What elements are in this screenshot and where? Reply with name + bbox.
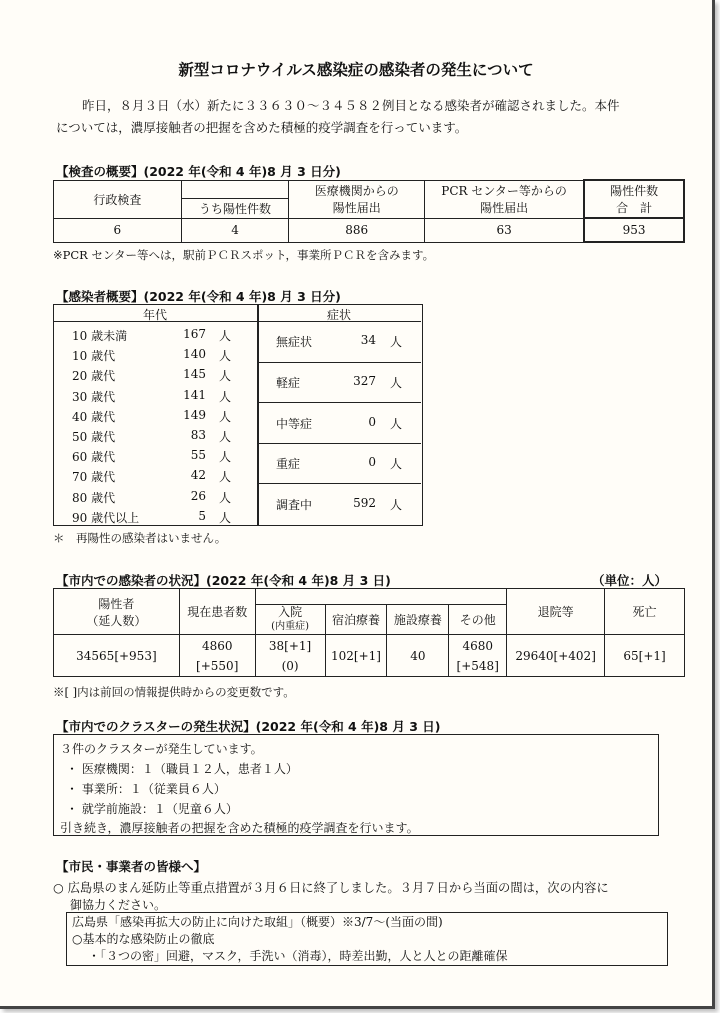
age-row-count: 55: [190, 448, 206, 463]
symptom-row-count: 0: [368, 455, 376, 470]
citizens-box-line-0: 広島県「感染再拡大の防止に向けた取組」（概要）※3/7～(当面の間): [72, 915, 443, 929]
cases-heading: 【感染者概要】(2022 年(令和 4 年)8 月 3 日分): [56, 289, 341, 304]
city-other-value: 4680 [+548]: [449, 635, 507, 677]
city-breakdown-blank: [255, 589, 507, 605]
citizens-box-line-2: ・「３つの密」回避，マスク，手洗い（消毒），時差出勤，人と人との距離確保: [88, 949, 508, 963]
city-hotel-header: 宿泊療養: [325, 605, 387, 635]
symptom-row-label: 中等症: [276, 416, 313, 431]
age-row-label: 10 歳未満: [72, 329, 128, 343]
symptom-row-unit: 人: [389, 497, 402, 512]
age-row-label: 50 歳代: [72, 430, 116, 444]
cluster-line-4: 引き続き，濃厚接触者の把握を含めた積極的疫学調査を行います。: [60, 821, 419, 835]
age-row-label: 40 歳代: [72, 409, 116, 424]
city-current-value: 4860 [+550]: [179, 635, 255, 677]
symptom-row-divider: [257, 443, 421, 444]
city-discharged-value: 29640[+402]: [507, 635, 605, 677]
symptom-row-divider: [257, 483, 421, 484]
city-hosp-value: 38[+1] (0): [255, 635, 325, 677]
city-death-header: 死亡: [605, 589, 685, 635]
symptom-row-label: 無症状: [276, 335, 313, 350]
inspection-pcr-value: 63: [425, 218, 585, 242]
symptom-row-unit: 人: [389, 457, 402, 472]
symptom-row-count: 592: [353, 495, 376, 510]
age-row-unit: 人: [218, 490, 231, 505]
city-heading: 【市内での感染者の状況】(2022 年(令和 4 年)8 月 3 日): [56, 573, 391, 588]
citizens-box-line-1: ○基本的な感染防止の徹底: [72, 932, 215, 946]
citizens-heading: 【市民・事業者の皆様へ】: [56, 859, 207, 874]
age-row-unit: 人: [218, 409, 231, 424]
age-row-label: 30 歳代: [72, 389, 116, 404]
age-row-count: 145: [183, 367, 206, 382]
inspection-admin-header: 行政検査: [54, 180, 182, 218]
age-row-count: 5: [198, 508, 206, 523]
symptom-row-unit: 人: [389, 375, 402, 390]
symptom-row-label: 調査中: [276, 497, 313, 512]
city-hosp-header: 入院 (内重症): [255, 605, 325, 635]
inspection-heading: 【検査の概要】(2022 年(令和 4 年)8 月 3 日分): [56, 164, 341, 179]
inspection-medical-value: 886: [289, 218, 425, 242]
age-row-unit: 人: [218, 430, 231, 444]
cluster-line-1: ・ 医療機関：１（職員１２人，患者１人）: [66, 762, 298, 776]
age-row-count: 42: [190, 468, 206, 483]
age-row-label: 10 歳代: [72, 349, 116, 364]
age-row-label: 20 歳代: [72, 369, 116, 384]
age-row-unit: 人: [218, 349, 231, 364]
city-facility-header: 施設療養: [387, 605, 449, 635]
age-row-unit: 人: [218, 450, 231, 465]
symptom-row-count: 34: [360, 333, 376, 348]
symptom-row-count: 0: [368, 414, 376, 429]
inspection-total-value: 953: [584, 218, 684, 242]
symptom-row-unit: 人: [389, 416, 402, 431]
symptom-row-label: 軽症: [276, 375, 301, 390]
age-row-unit: 人: [218, 369, 231, 384]
city-facility-value: 40: [387, 635, 449, 677]
symptom-row-divider: [257, 362, 421, 363]
cluster-line-0: ３件のクラスターが発生しています。: [60, 742, 263, 756]
age-row-count: 83: [190, 428, 206, 442]
age-header: 年代: [142, 308, 167, 322]
inspection-positive-of-value: 4: [181, 218, 289, 242]
city-note: ※[ ]内は前回の情報提供時からの変更数です。: [53, 685, 295, 699]
symptom-row-count: 327: [353, 373, 376, 388]
age-row-unit: 人: [218, 510, 231, 525]
age-row-count: 141: [183, 387, 206, 402]
city-other-header: その他: [449, 605, 507, 635]
symptom-row-label: 重症: [276, 457, 301, 472]
city-table: [53, 588, 685, 677]
cases-note: ＊ 再陽性の感染者はいません。: [53, 531, 227, 545]
age-row-label: 60 歳代: [72, 450, 116, 465]
city-discharged-header: 退院等: [507, 589, 605, 635]
age-row-count: 140: [183, 347, 206, 362]
citizens-line-2: 御協力ください。: [70, 898, 167, 912]
age-row-count: 26: [190, 488, 206, 503]
inspection-blank-cell: [181, 180, 289, 198]
age-row-label: 70 歳代: [72, 470, 116, 485]
citizens-line-1: ○ 広島県のまん延防止等重点措置が３月６日に終了しました。３月７日から当面の間は，次の内容に: [53, 881, 609, 895]
inspection-positive-of-header: うち陽性件数: [181, 198, 289, 218]
age-row-label: 90 歳代以上: [72, 510, 140, 525]
intro-line-1: 昨日，８月３日（水）新たに３３６３０～３４５８２例目となる感染者が確認されました。本件: [82, 98, 620, 113]
city-death-value: 65[+1]: [605, 635, 685, 677]
city-positive-value: 34565[+953]: [54, 635, 180, 677]
inspection-pcr-header: PCR センター等からの 陽性届出: [425, 180, 585, 218]
age-row-unit: 人: [218, 329, 231, 343]
document-title: 新型コロナウイルス感染症の感染者の発生について: [178, 61, 534, 79]
inspection-admin-value: 6: [54, 218, 182, 242]
cluster-heading: 【市内でのクラスターの発生状況】(2022 年(令和 4 年)8 月 3 日): [56, 719, 441, 734]
inspection-note: ※PCR センター等へは，駅前ＰＣＲスポット，事業所ＰＣＲを含みます。: [53, 248, 435, 262]
cluster-line-2: ・ 事業所：１（従業員６人）: [66, 782, 226, 796]
city-current-header: 現在患者数: [179, 589, 255, 635]
symptom-header: 症状: [326, 308, 351, 322]
age-row-label: 80 歳代: [72, 490, 116, 505]
city-positive-header: 陽性者 （延人数）: [54, 589, 180, 635]
inspection-medical-header: 医療機関からの 陽性届出: [289, 180, 425, 218]
intro-line-2: については，濃厚接触者の把握を含めた積極的疫学調査を行っています。: [56, 120, 468, 135]
symptom-row-unit: 人: [389, 335, 402, 350]
city-unit: （単位：人）: [592, 573, 668, 588]
symptom-row-divider: [257, 402, 421, 403]
age-row-count: 149: [183, 407, 206, 422]
cluster-line-3: ・ 就学前施設：１（児童６人）: [66, 802, 238, 816]
inspection-table: [53, 179, 685, 243]
age-row-count: 167: [183, 327, 206, 341]
city-hotel-value: 102[+1]: [325, 635, 387, 677]
age-row-unit: 人: [218, 470, 231, 485]
inspection-total-header: 陽性件数 合 計: [584, 180, 684, 218]
age-row-unit: 人: [218, 389, 231, 404]
